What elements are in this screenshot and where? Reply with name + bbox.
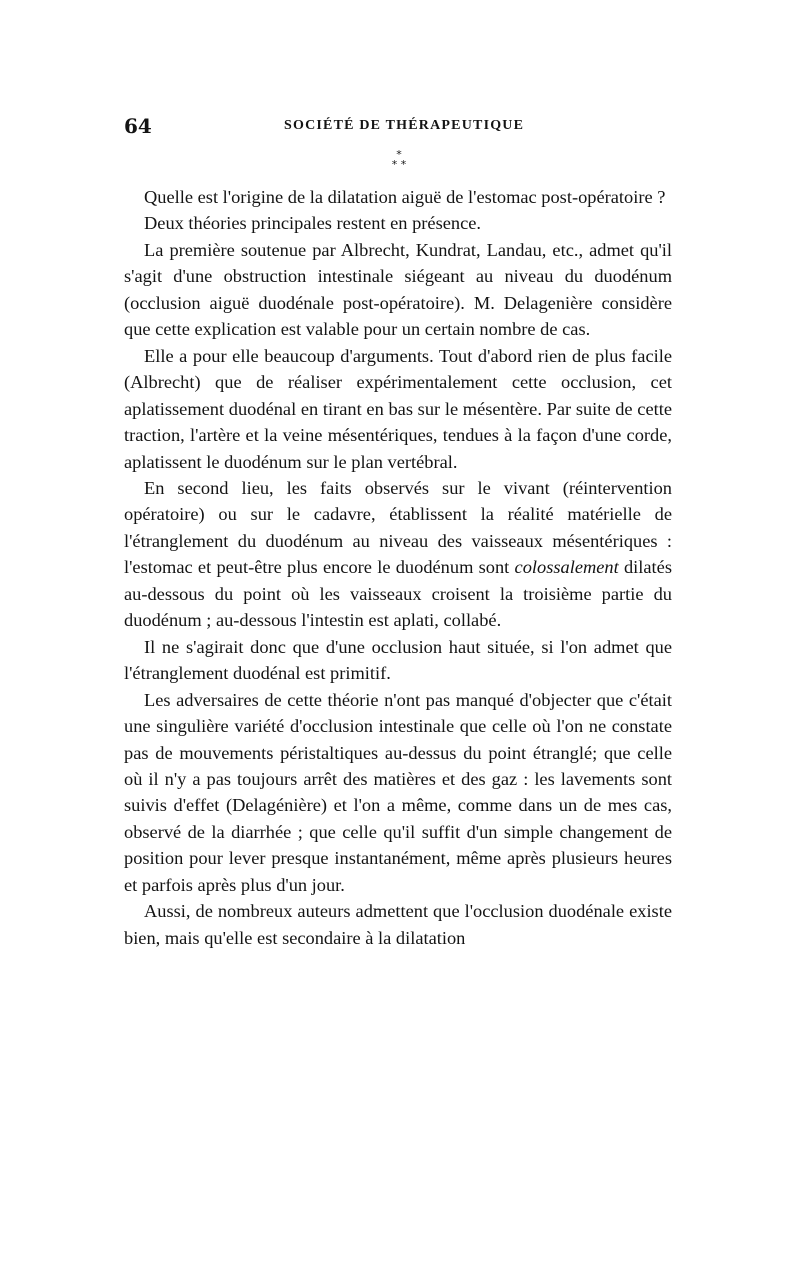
paragraph-arguments: Elle a pour elle beaucoup d'arguments. Tout d'abord rien de plus facile (Albrecht) que de réaliser expérimentalement cette occlusion, cet aplatissement duodénal en tirant en bas sur le mésentère. Par suite de cette traction, l'artère et la veine mésentériques, tendues à la façon d'une corde, aplatissent le duodénum sur le plan vertébral.: [124, 345, 672, 472]
paragraph-second-point-before: En second lieu, les faits observés sur le vivant (réintervention opératoire) ou sur le cadavre, établissent la réalité matérielle de l'étranglement du duodénum au niveau des vaisseaux mésentériques : l'estomac et peut-être plus encore le duodénum sont: [124, 477, 672, 578]
paragraph-two-theories: Deux théories principales restent en présence.: [144, 213, 482, 234]
paragraph-high-occlusion: Il ne s'agirait donc que d'une occlusion haut située, si l'on admet que l'étranglement duodénal est primitif.: [124, 636, 672, 684]
paragraph-adversaries: Les adversaires de cette théorie n'ont pas manqué d'objecter que c'était une singulière variété d'occlusion intestinale que celle où l'on ne constate pas de mouvements péristaltiques au-dessus du point étranglé; que celle où il n'y a pas toujours arrêt des matières et des gaz : les lavements sont suivis d'effet (Delagénière) et l'on a même, comme dans un de mes cas, observé de la diarrhée ; que celle qu'il suffit d'un simple changement de position pour lever presque instantanément, même après plusieurs heures et parfois après plus d'un jour.: [124, 689, 672, 895]
italic-word: colossalement: [514, 557, 619, 578]
paragraph-second-point-after: dilatés au-dessous du point où les vaisseaux croisent la troisième partie du duodénum ; au-dessous l'intestin est aplati, collabé.: [124, 557, 672, 631]
asterism-top: *: [396, 148, 402, 161]
body-text: [124, 184, 672, 951]
page-header: [124, 114, 672, 144]
asterism-ornament: [384, 150, 414, 170]
paragraph-second-point: [124, 475, 672, 634]
page-number: 64: [124, 114, 152, 138]
paragraph-first-theory: La première soutenue par Albrecht, Kundrat, Landau, etc., admet qu'il s'agit d'une obstruction intestinale siégeant au niveau du duodénum (occlusion aiguë duodénale post-opératoire). M. Delagenière considère que cette explication est valable pour un certain nombre de cas.: [124, 239, 672, 340]
asterism-bottom: * *: [391, 158, 407, 171]
paragraph-question: Quelle est l'origine de la dilatation aiguë de l'estomac post-opératoire ?: [144, 187, 666, 207]
running-head: SOCIÉTÉ DE THÉRAPEUTIQUE: [284, 118, 525, 133]
paragraph-conclusion: Aussi, de nombreux auteurs admettent que l'occlusion duodénale existe bien, mais qu'elle est secondaire à la dilatation: [124, 901, 672, 948]
